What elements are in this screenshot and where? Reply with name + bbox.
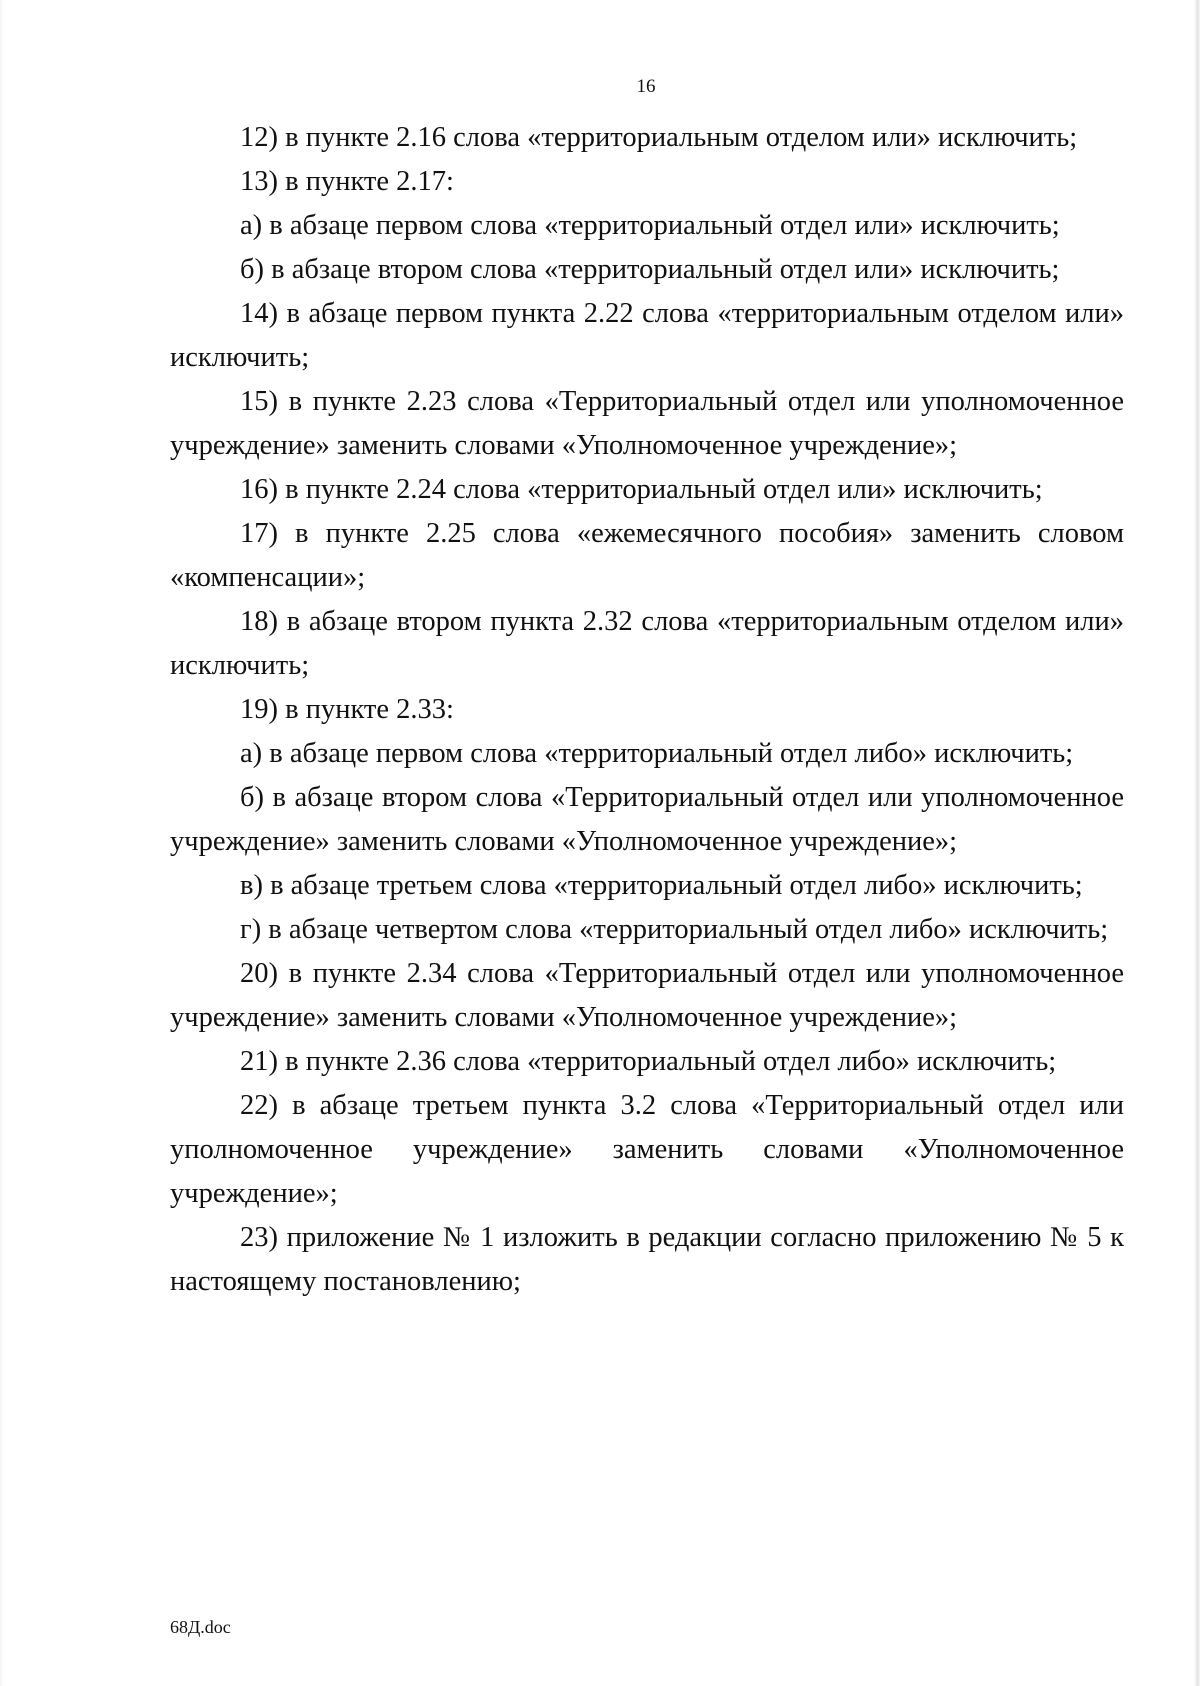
paragraph-item-21: 21) в пункте 2.36 слова «территориальный отдел либо» исключить; [240,1046,1057,1077]
paragraph-item-19g: г) в абзаце четвертом слова «территориальный отдел либо» исключить; [240,914,1109,945]
paragraph-item-23: 23) приложение № 1 изложить в редакции согласно приложению № 5 к настоящему постановлению; [170,1222,1124,1297]
scan-left-edge [0,0,4,1686]
paragraph-item-13a: а) в абзаце первом слова «территориальный отдел или» исключить; [240,210,1060,241]
paragraph-item-19v: в) в абзаце третьем слова «территориальный отдел либо» исключить; [240,870,1083,901]
scan-right-edge [1194,0,1200,1686]
file-name-footer: 68Д.doc [170,1617,231,1637]
paragraph-item-13: 13) в пункте 2.17: [240,166,454,197]
paragraph-item-19: 19) в пункте 2.33: [240,694,454,725]
paragraph-item-17: 17) в пункте 2.25 слова «ежемесячного пособия» заменить словом «компенсации»; [170,518,1124,593]
page-number: 16 [636,76,656,97]
paragraph-item-20: 20) в пункте 2.34 слова «Территориальный отдел или уполномоченное учреждение» заменить словами «Уполномоченное учреждение»; [170,958,1124,1033]
paragraph-item-14: 14) в абзаце первом пункта 2.22 слова «территориальным отделом или» исключить; [170,298,1124,373]
paragraph-item-19a: а) в абзаце первом слова «территориальный отдел либо» исключить; [240,738,1074,769]
paragraph-item-13b: б) в абзаце втором слова «территориальный отдел или» исключить; [240,254,1060,285]
document-body [170,116,1124,1304]
paragraph-item-16: 16) в пункте 2.24 слова «территориальный отдел или» исключить; [240,474,1043,505]
paragraph-item-19b: б) в абзаце втором слова «Территориальный отдел или уполномоченное учреждение» заменить словами «Уполномоченное учреждение»; [170,782,1124,857]
paragraph-item-18: 18) в абзаце втором пункта 2.32 слова «территориальным отделом или» исключить; [170,606,1124,681]
paragraph-item-22: 22) в абзаце третьем пункта 3.2 слова «Территориальный отдел или уполномоченное учреждение» заменить словами «Уполномоченное учреждение»; [170,1090,1124,1209]
paragraph-item-12: 12) в пункте 2.16 слова «территориальным отделом или» исключить; [240,122,1078,153]
paragraph-item-15: 15) в пункте 2.23 слова «Территориальный отдел или уполномоченное учреждение» заменить словами «Уполномоченное учреждение»; [170,386,1124,461]
